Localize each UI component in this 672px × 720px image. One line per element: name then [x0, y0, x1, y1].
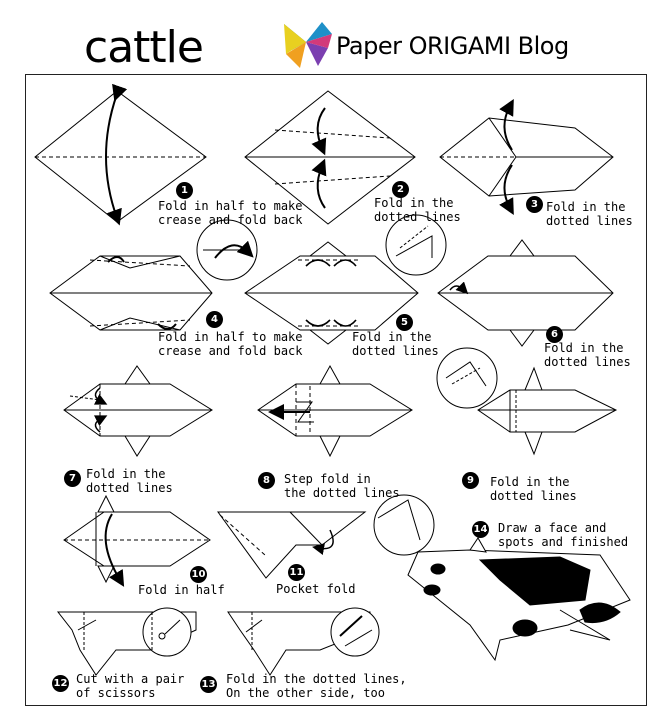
- step-12-figure: [58, 608, 196, 675]
- step-10-figure: [64, 496, 210, 582]
- step-5-number: 5: [396, 314, 413, 331]
- step-2-caption: Fold in the dotted lines: [374, 196, 461, 224]
- step-2-number: 2: [392, 181, 409, 198]
- step-7-figure: [64, 366, 212, 456]
- step-5-caption: Fold in the dotted lines: [352, 330, 439, 358]
- step-6-caption: Fold in the dotted lines: [544, 341, 631, 369]
- step-10-caption: Fold in half: [138, 583, 225, 597]
- step-14-cow-figure: [408, 538, 630, 660]
- step-13-figure: [228, 608, 379, 675]
- step-3-figure: [440, 106, 613, 208]
- step-9-caption: Fold in the dotted lines: [490, 475, 577, 503]
- step-3-number: 3: [526, 196, 543, 213]
- step-4-figure: [50, 220, 257, 330]
- step-12-caption: Cut with a pair of scissors: [76, 672, 185, 700]
- step-1-caption: Fold in half to make crease and fold back: [158, 199, 303, 227]
- step-3-caption: Fold in the dotted lines: [546, 200, 633, 228]
- step-10-number: 10: [190, 566, 207, 583]
- step-8-number: 8: [258, 472, 275, 489]
- step-9-number: 9: [462, 472, 479, 489]
- step-13-number: 13: [200, 676, 217, 693]
- step-6-figure: [438, 240, 613, 346]
- step-13-caption: Fold in the dotted lines, On the other side, too: [226, 672, 407, 700]
- step-11-number: 11: [288, 564, 305, 581]
- step-8-caption: Step fold in the dotted lines: [284, 472, 400, 500]
- page-title: cattle: [84, 22, 203, 73]
- step-8-figure: [258, 366, 412, 456]
- blog-name: Paper ORIGAMI Blog: [336, 32, 569, 60]
- step-14-caption: Draw a face and spots and finished: [498, 521, 629, 549]
- step-1-number: 1: [176, 182, 193, 199]
- step-11-figure: [218, 495, 434, 578]
- step-14-number: 14: [472, 521, 489, 538]
- step-6-number: 6: [546, 326, 563, 343]
- step-4-number: 4: [206, 311, 223, 328]
- step-12-number: 12: [52, 675, 69, 692]
- step-7-caption: Fold in the dotted lines: [86, 467, 173, 495]
- step-7-number: 7: [64, 470, 81, 487]
- step-11-caption: Pocket fold: [276, 582, 356, 596]
- step-5-figure: [245, 215, 446, 344]
- step-4-caption: Fold in half to make crease and fold back: [158, 330, 303, 358]
